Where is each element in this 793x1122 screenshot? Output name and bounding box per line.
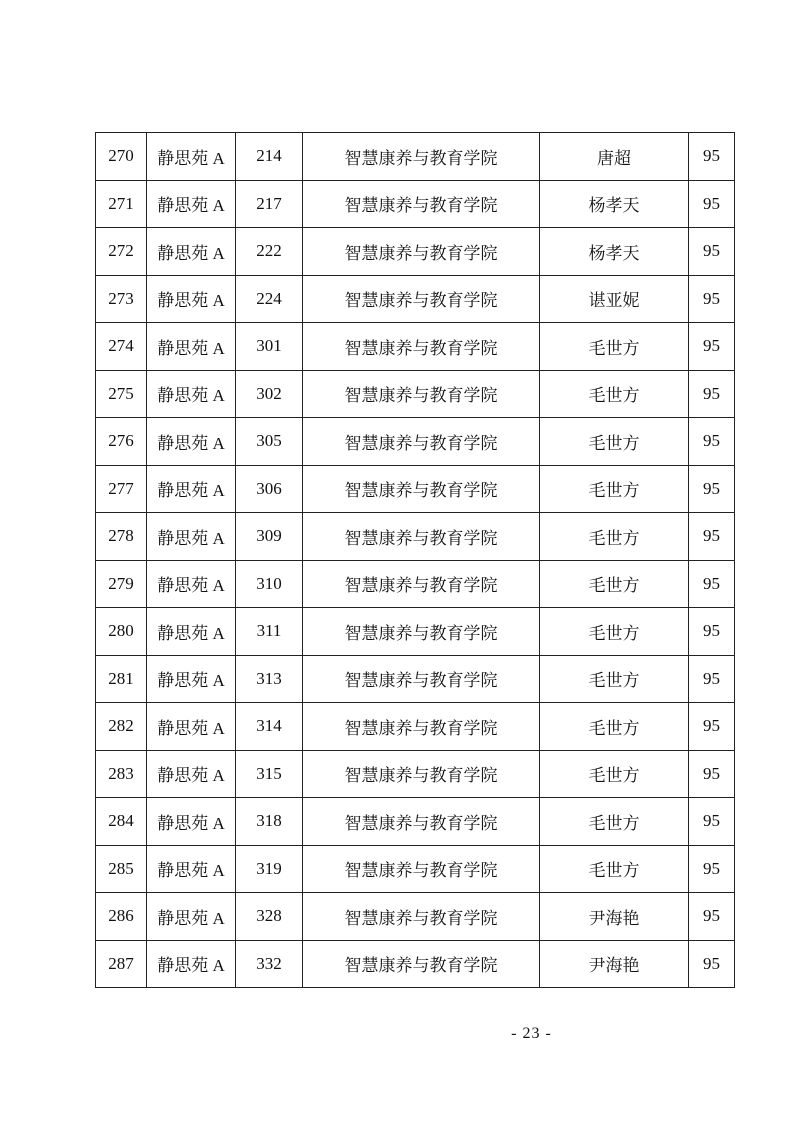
row-number-cell: 279 xyxy=(96,560,147,608)
inspector-cell: 毛世方 xyxy=(540,798,689,846)
inspector-cell: 杨孝天 xyxy=(540,180,689,228)
room-cell: 313 xyxy=(236,655,303,703)
room-cell: 301 xyxy=(236,323,303,371)
college-cell: 智慧康养与教育学院 xyxy=(303,133,540,181)
row-number-cell: 273 xyxy=(96,275,147,323)
row-number-cell: 271 xyxy=(96,180,147,228)
inspector-cell: 唐超 xyxy=(540,133,689,181)
college-cell: 智慧康养与教育学院 xyxy=(303,845,540,893)
score-cell: 95 xyxy=(689,940,735,988)
inspector-cell: 毛世方 xyxy=(540,703,689,751)
table-row xyxy=(96,275,735,323)
row-number-cell: 278 xyxy=(96,513,147,561)
table-body xyxy=(96,133,735,988)
table-row xyxy=(96,228,735,276)
table-row xyxy=(96,465,735,513)
building-cell: 静思苑 A xyxy=(147,465,236,513)
table-row xyxy=(96,893,735,941)
row-number-cell: 285 xyxy=(96,845,147,893)
score-cell: 95 xyxy=(689,370,735,418)
room-cell: 314 xyxy=(236,703,303,751)
room-cell: 311 xyxy=(236,608,303,656)
inspector-cell: 杨孝天 xyxy=(540,228,689,276)
building-cell: 静思苑 A xyxy=(147,513,236,561)
row-number-cell: 284 xyxy=(96,798,147,846)
room-cell: 319 xyxy=(236,845,303,893)
college-cell: 智慧康养与教育学院 xyxy=(303,750,540,798)
score-cell: 95 xyxy=(689,703,735,751)
building-cell: 静思苑 A xyxy=(147,608,236,656)
score-cell: 95 xyxy=(689,560,735,608)
row-number-cell: 282 xyxy=(96,703,147,751)
inspector-cell: 尹海艳 xyxy=(540,940,689,988)
room-cell: 302 xyxy=(236,370,303,418)
college-cell: 智慧康养与教育学院 xyxy=(303,418,540,466)
building-cell: 静思苑 A xyxy=(147,845,236,893)
building-cell: 静思苑 A xyxy=(147,893,236,941)
table-row xyxy=(96,655,735,703)
building-cell: 静思苑 A xyxy=(147,370,236,418)
score-cell: 95 xyxy=(689,513,735,561)
inspector-cell: 毛世方 xyxy=(540,560,689,608)
row-number-cell: 275 xyxy=(96,370,147,418)
college-cell: 智慧康养与教育学院 xyxy=(303,798,540,846)
college-cell: 智慧康养与教育学院 xyxy=(303,560,540,608)
building-cell: 静思苑 A xyxy=(147,323,236,371)
building-cell: 静思苑 A xyxy=(147,275,236,323)
score-cell: 95 xyxy=(689,180,735,228)
college-cell: 智慧康养与教育学院 xyxy=(303,513,540,561)
table-row xyxy=(96,940,735,988)
inspector-cell: 毛世方 xyxy=(540,513,689,561)
dorm-score-table xyxy=(95,132,735,988)
row-number-cell: 274 xyxy=(96,323,147,371)
page-number-text: - 23 - xyxy=(511,1025,552,1042)
row-number-cell: 281 xyxy=(96,655,147,703)
row-number-cell: 272 xyxy=(96,228,147,276)
row-number-cell: 277 xyxy=(96,465,147,513)
room-cell: 217 xyxy=(236,180,303,228)
table-row xyxy=(96,560,735,608)
room-cell: 310 xyxy=(236,560,303,608)
college-cell: 智慧康养与教育学院 xyxy=(303,465,540,513)
college-cell: 智慧康养与教育学院 xyxy=(303,655,540,703)
inspector-cell: 谌亚妮 xyxy=(540,275,689,323)
building-cell: 静思苑 A xyxy=(147,560,236,608)
college-cell: 智慧康养与教育学院 xyxy=(303,323,540,371)
table-row xyxy=(96,323,735,371)
table-row xyxy=(96,798,735,846)
college-cell: 智慧康养与教育学院 xyxy=(303,370,540,418)
score-cell: 95 xyxy=(689,323,735,371)
score-cell: 95 xyxy=(689,228,735,276)
building-cell: 静思苑 A xyxy=(147,180,236,228)
building-cell: 静思苑 A xyxy=(147,798,236,846)
score-cell: 95 xyxy=(689,750,735,798)
room-cell: 214 xyxy=(236,133,303,181)
college-cell: 智慧康养与教育学院 xyxy=(303,180,540,228)
score-cell: 95 xyxy=(689,275,735,323)
inspector-cell: 毛世方 xyxy=(540,465,689,513)
building-cell: 静思苑 A xyxy=(147,703,236,751)
row-number-cell: 283 xyxy=(96,750,147,798)
row-number-cell: 280 xyxy=(96,608,147,656)
college-cell: 智慧康养与教育学院 xyxy=(303,275,540,323)
inspector-cell: 毛世方 xyxy=(540,608,689,656)
inspector-cell: 毛世方 xyxy=(540,845,689,893)
table-row xyxy=(96,845,735,893)
table-row xyxy=(96,750,735,798)
building-cell: 静思苑 A xyxy=(147,418,236,466)
table-row xyxy=(96,418,735,466)
room-cell: 305 xyxy=(236,418,303,466)
room-cell: 315 xyxy=(236,750,303,798)
table-row xyxy=(96,513,735,561)
college-cell: 智慧康养与教育学院 xyxy=(303,893,540,941)
room-cell: 332 xyxy=(236,940,303,988)
row-number-cell: 286 xyxy=(96,893,147,941)
row-number-cell: 276 xyxy=(96,418,147,466)
score-cell: 95 xyxy=(689,845,735,893)
room-cell: 222 xyxy=(236,228,303,276)
inspector-cell: 毛世方 xyxy=(540,370,689,418)
table-row xyxy=(96,133,735,181)
table-row xyxy=(96,370,735,418)
inspector-cell: 毛世方 xyxy=(540,418,689,466)
score-cell: 95 xyxy=(689,798,735,846)
college-cell: 智慧康养与教育学院 xyxy=(303,703,540,751)
room-cell: 309 xyxy=(236,513,303,561)
table-row xyxy=(96,180,735,228)
score-cell: 95 xyxy=(689,418,735,466)
table-row xyxy=(96,703,735,751)
table-row xyxy=(96,608,735,656)
inspector-cell: 毛世方 xyxy=(540,655,689,703)
building-cell: 静思苑 A xyxy=(147,133,236,181)
college-cell: 智慧康养与教育学院 xyxy=(303,228,540,276)
score-cell: 95 xyxy=(689,608,735,656)
college-cell: 智慧康养与教育学院 xyxy=(303,940,540,988)
inspector-cell: 毛世方 xyxy=(540,750,689,798)
row-number-cell: 270 xyxy=(96,133,147,181)
inspector-cell: 尹海艳 xyxy=(540,893,689,941)
score-cell: 95 xyxy=(689,655,735,703)
row-number-cell: 287 xyxy=(96,940,147,988)
page-number xyxy=(0,1025,793,1043)
score-cell: 95 xyxy=(689,465,735,513)
room-cell: 306 xyxy=(236,465,303,513)
college-cell: 智慧康养与教育学院 xyxy=(303,608,540,656)
score-cell: 95 xyxy=(689,133,735,181)
inspector-cell: 毛世方 xyxy=(540,323,689,371)
building-cell: 静思苑 A xyxy=(147,940,236,988)
room-cell: 328 xyxy=(236,893,303,941)
room-cell: 224 xyxy=(236,275,303,323)
room-cell: 318 xyxy=(236,798,303,846)
building-cell: 静思苑 A xyxy=(147,750,236,798)
score-cell: 95 xyxy=(689,893,735,941)
building-cell: 静思苑 A xyxy=(147,228,236,276)
building-cell: 静思苑 A xyxy=(147,655,236,703)
